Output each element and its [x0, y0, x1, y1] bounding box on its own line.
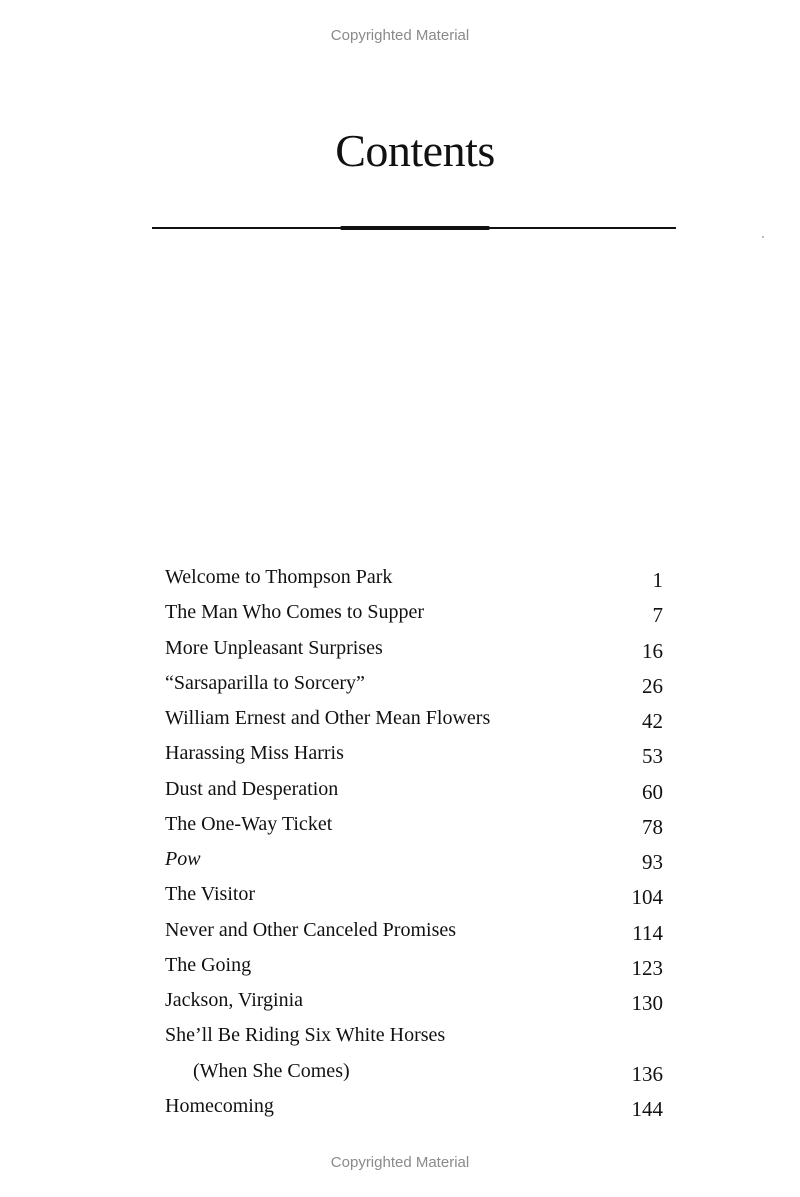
- toc-entry-title: Harassing Miss Harris: [165, 742, 344, 765]
- toc-entry-title: “Sarsaparilla to Sorcery”: [165, 671, 365, 694]
- toc-entry-page: 26: [642, 673, 663, 698]
- copyright-watermark-top: Copyrighted Material: [330, 27, 470, 44]
- toc-entry-page: 7: [652, 603, 663, 628]
- toc-entry-title: Dust and Desperation: [165, 777, 339, 800]
- toc-entry: [165, 948, 665, 983]
- toc-entry-page: 42: [642, 709, 663, 733]
- table-of-contents: [165, 560, 665, 1124]
- toc-entry: [165, 807, 665, 842]
- toc-entry-title: She’ll Be Riding Six White Horses: [165, 1024, 446, 1047]
- toc-entry: [165, 631, 665, 666]
- toc-entry: [165, 913, 665, 948]
- toc-entry-title: The One-Way Ticket: [165, 812, 333, 835]
- toc-entry: [165, 560, 665, 595]
- toc-entry-page: 53: [642, 744, 663, 769]
- toc-entry-title: More Unpleasant Surprises: [165, 636, 383, 659]
- copyright-watermark-bottom: Copyrighted Material: [330, 1154, 470, 1171]
- toc-entry-title: Welcome to Thompson Park: [165, 566, 393, 588]
- toc-entry: [165, 842, 665, 877]
- toc-entry: [165, 877, 665, 912]
- toc-entry-page: 104: [631, 885, 663, 910]
- toc-entry-title: The Man Who Comes to Supper: [165, 601, 425, 624]
- toc-entry: [165, 595, 665, 630]
- toc-entry-page: 60: [642, 779, 663, 804]
- toc-entry-title: Never and Other Canceled Promises: [165, 918, 457, 941]
- toc-entry-page: 144: [631, 1096, 663, 1121]
- toc-entry-title: Jackson, Virginia: [165, 989, 304, 1011]
- toc-entry-page: 93: [642, 850, 663, 874]
- toc-entry: [165, 1018, 665, 1053]
- toc-entry-page: 136: [631, 1061, 663, 1086]
- toc-entry: [165, 983, 665, 1018]
- title-rule-accent: [340, 226, 490, 230]
- toc-entry-title: The Visitor: [165, 883, 256, 906]
- toc-entry-title: The Going: [165, 953, 252, 976]
- page-title: Contents: [335, 125, 495, 176]
- toc-entry: [165, 1089, 665, 1124]
- scan-speck: [762, 236, 764, 238]
- toc-entry-page: 123: [631, 955, 663, 980]
- toc-entry-page: 1: [652, 568, 663, 592]
- toc-entry-page: 114: [632, 920, 663, 945]
- toc-entry-title: William Ernest and Other Mean Flowers: [165, 707, 491, 729]
- toc-entry-title: Pow: [165, 848, 201, 870]
- toc-entry: [165, 772, 665, 807]
- toc-entry-title: Homecoming: [165, 1094, 274, 1117]
- toc-entry-page: 130: [631, 991, 663, 1015]
- toc-entry-page: 16: [642, 638, 663, 663]
- toc-entry: [165, 701, 665, 736]
- toc-entry: [165, 666, 665, 701]
- toc-entry-page: 78: [642, 814, 663, 839]
- toc-entry-title: (When She Comes): [193, 1059, 350, 1082]
- toc-entry-continued: [165, 1054, 665, 1089]
- toc-entry: [165, 736, 665, 771]
